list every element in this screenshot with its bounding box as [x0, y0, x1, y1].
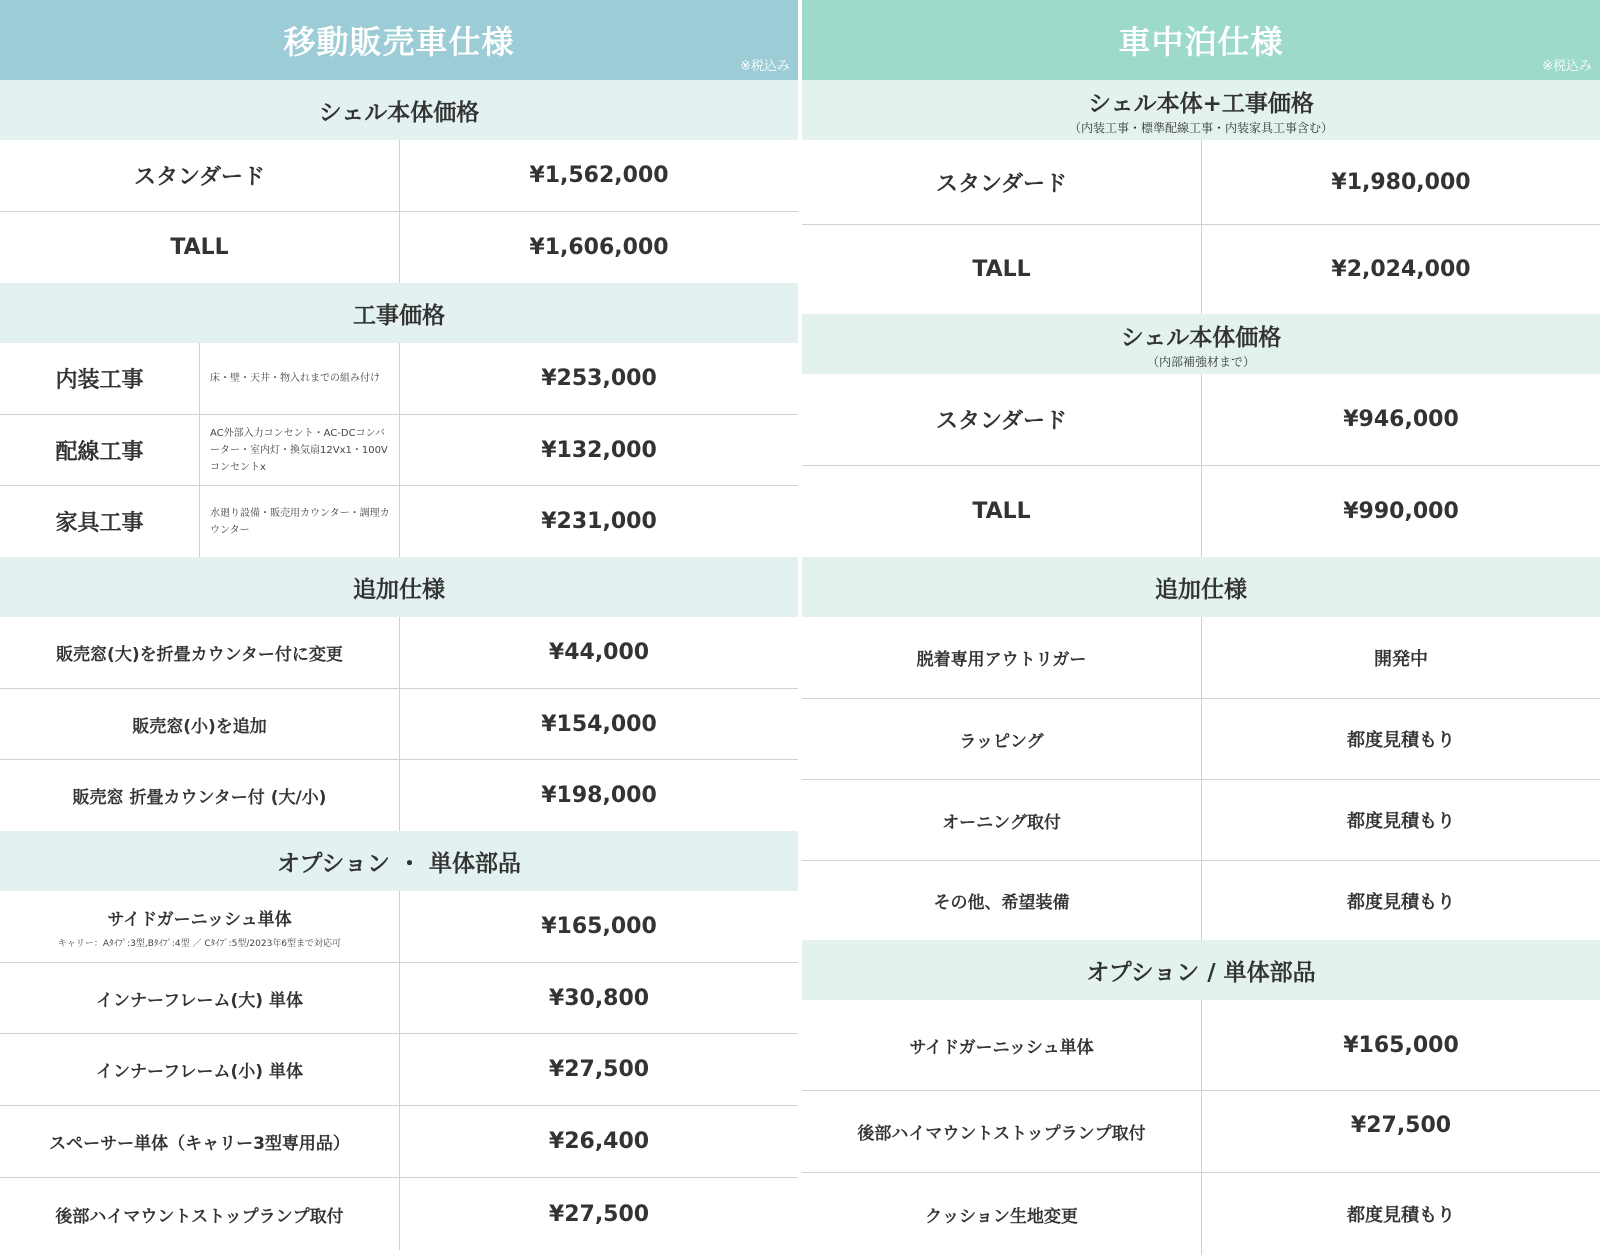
- item-price: ¥154,000: [541, 711, 657, 737]
- work-name: 家具工事: [0, 486, 200, 557]
- item-price: ¥1,562,000: [529, 163, 669, 188]
- section-heading: オプション ・ 単体部品: [277, 850, 521, 877]
- section-additional-spec: [0, 557, 798, 617]
- item-name: その他、希望装備: [802, 861, 1202, 940]
- item-name: クッション生地変更: [802, 1173, 1202, 1255]
- tax-note: ※税込み: [1542, 59, 1592, 74]
- work-name: 配線工事: [0, 415, 200, 485]
- item-name: 販売窓(小)を追加: [0, 689, 400, 759]
- table-row: [802, 1173, 1600, 1255]
- section-heading: シェル本体価格: [318, 99, 480, 126]
- table-row: [802, 861, 1600, 940]
- item-name: ラッピング: [802, 699, 1202, 779]
- table-row: [802, 466, 1600, 557]
- item-price: ¥165,000: [1343, 1032, 1459, 1058]
- item-name: 脱着専用アウトリガー: [802, 617, 1202, 698]
- mobile-sales-spec-panel: [0, 0, 798, 1250]
- item-price: ¥27,500: [548, 1057, 650, 1082]
- table-row: [0, 617, 798, 689]
- section-work-price: [0, 283, 798, 343]
- item-name: サイドガーニッシュ単体: [802, 1000, 1202, 1090]
- panel-title: 車中泊仕様: [1118, 23, 1284, 61]
- section-heading: シェル本体価格: [1120, 324, 1282, 351]
- item-price: ¥27,500: [548, 1201, 650, 1227]
- section-heading: 工事価格: [353, 302, 445, 329]
- table-row: [0, 963, 798, 1034]
- item-name: スタンダード: [0, 140, 400, 211]
- table-row: [0, 1178, 798, 1250]
- item-name: TALL: [802, 225, 1202, 314]
- item-name: 販売窓(大)を折畳カウンター付に変更: [0, 617, 400, 688]
- panel-title-bar: [802, 0, 1600, 80]
- table-row: [0, 891, 798, 963]
- section-heading: 追加仕様: [353, 576, 445, 603]
- panel-title-bar: [0, 0, 798, 80]
- tax-note: ※税込み: [740, 59, 790, 74]
- table-row: [0, 760, 798, 831]
- table-row: [802, 1091, 1600, 1173]
- item-name: スペーサー単体（キャリー3型専用品）: [0, 1106, 400, 1177]
- item-name-cell: [0, 891, 400, 962]
- panel-title: 移動販売車仕様: [283, 23, 515, 61]
- section-options: [802, 940, 1600, 1000]
- item-name: TALL: [802, 466, 1202, 557]
- item-price: ¥27,500: [1350, 1113, 1452, 1138]
- item-name: 販売窓 折畳カウンター付 (大/小): [0, 760, 400, 831]
- item-price: 都度見積もり: [1347, 811, 1455, 832]
- item-price: ¥1,606,000: [529, 235, 669, 260]
- table-row: [802, 699, 1600, 780]
- work-description: 床・壁・天井・物入れまでの組み付け: [200, 343, 400, 414]
- item-name: スタンダード: [802, 374, 1202, 465]
- table-row: [0, 486, 798, 557]
- section-heading: オプション / 単体部品: [1086, 959, 1316, 986]
- item-price: ¥198,000: [541, 783, 657, 808]
- item-name: TALL: [0, 212, 400, 283]
- item-price: ¥44,000: [548, 640, 650, 665]
- item-price: ¥253,000: [541, 366, 657, 391]
- section-heading: シェル本体+工事価格: [1088, 90, 1314, 117]
- section-shell-price: [0, 80, 798, 140]
- car-camping-spec-panel: [802, 0, 1600, 1255]
- table-row: [802, 1000, 1600, 1091]
- table-row: [802, 140, 1600, 225]
- table-row: [802, 225, 1600, 314]
- section-shell-price: [802, 314, 1600, 374]
- section-subheading: （内装工事・標準配線工事・内装家具工事含む）: [1068, 120, 1333, 135]
- table-row: [0, 689, 798, 760]
- item-price: ¥165,000: [541, 914, 657, 939]
- section-heading: 追加仕様: [1155, 576, 1247, 603]
- item-name: 後部ハイマウントストップランプ取付: [0, 1178, 400, 1250]
- item-price: ¥2,024,000: [1331, 257, 1471, 282]
- item-name: インナーフレーム(大) 単体: [0, 963, 400, 1033]
- table-row: [0, 415, 798, 486]
- table-row: [0, 1034, 798, 1106]
- item-price: ¥132,000: [541, 437, 657, 463]
- item-name: オーニング取付: [802, 780, 1202, 860]
- item-price: 開発中: [1374, 648, 1428, 670]
- item-note: キャリー：Aﾀｲﾌﾟ:3型,Bﾀｲﾌﾟ:4型 ／ Cﾀｲﾌﾟ:5型/2023年6型まで対応可: [57, 938, 342, 949]
- item-price: ¥231,000: [541, 509, 657, 534]
- item-price: ¥26,400: [548, 1129, 650, 1154]
- item-price: 都度見積もり: [1347, 730, 1455, 751]
- item-name: インナーフレーム(小) 単体: [0, 1034, 400, 1105]
- work-description: AC外部入力コンセント・AC-DCコンバーター・室内灯・換気扇12Vx1・100Vコンセントx: [200, 415, 400, 485]
- table-row: [802, 617, 1600, 699]
- work-name: 内装工事: [0, 343, 200, 414]
- section-additional-spec: [802, 557, 1600, 617]
- section-options: [0, 831, 798, 891]
- section-subheading: （内部補強材まで）: [1146, 354, 1255, 369]
- work-description: 水廻り設備・販売用カウンター・調理カウンター: [200, 486, 400, 557]
- table-row: [0, 1106, 798, 1178]
- item-price: ¥990,000: [1343, 499, 1459, 524]
- table-row: [802, 780, 1600, 861]
- item-price: 都度見積もり: [1347, 1205, 1455, 1226]
- item-price: ¥1,980,000: [1331, 169, 1471, 195]
- table-row: [0, 140, 798, 212]
- item-price: 都度見積もり: [1347, 891, 1455, 913]
- item-price: ¥946,000: [1343, 407, 1459, 432]
- table-row: [0, 343, 798, 415]
- item-name: サイドガーニッシュ単体: [107, 909, 292, 930]
- item-name: スタンダード: [802, 140, 1202, 224]
- section-shell-work-price: [802, 80, 1600, 140]
- table-row: [802, 374, 1600, 466]
- table-row: [0, 212, 798, 283]
- item-name: 後部ハイマウントストップランプ取付: [802, 1091, 1202, 1172]
- item-price: ¥30,800: [548, 985, 650, 1011]
